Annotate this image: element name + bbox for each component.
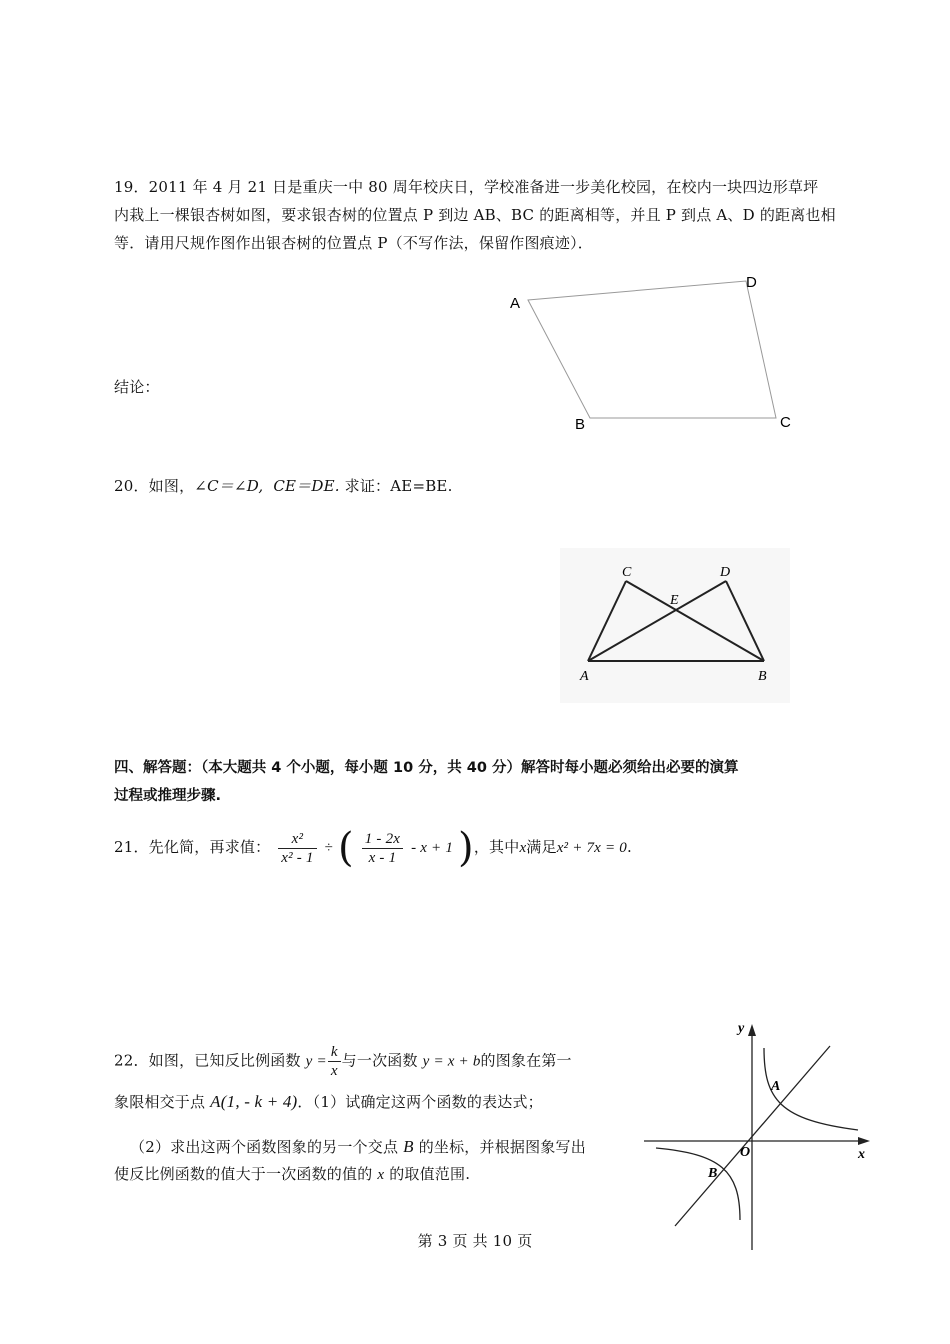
q20-triangles-figure xyxy=(560,548,790,703)
q19-quadrilateral-figure xyxy=(500,265,810,440)
label-point-a: A xyxy=(771,1079,781,1094)
q22-inverse-numerator: k xyxy=(328,1043,341,1062)
q20-text xyxy=(114,472,453,500)
section4-line1: 四、解答题：（本大题共 4 个小题，每小题 10 分，共 40 分）解答时每小题必须给出必要的演算 xyxy=(114,760,739,776)
q21-fraction-1 xyxy=(278,830,316,867)
label-c: C xyxy=(622,565,632,580)
q20-condition1: ∠C＝∠D, xyxy=(194,477,264,495)
q21-frac1-numerator: x² xyxy=(278,830,316,849)
q21-end: . xyxy=(626,838,632,856)
q22-part2-tail: 的坐标，并根据图象写出 xyxy=(418,1138,586,1156)
q21-frac2-numerator: 1 - 2x xyxy=(362,830,403,849)
label-b: B xyxy=(758,669,767,684)
q21-prefix: 21．先化简，再求值： xyxy=(114,838,271,856)
label-a: A xyxy=(580,669,589,684)
q21-text xyxy=(114,825,632,871)
q22-line4-tail: 的取值范围. xyxy=(389,1165,471,1183)
section4-heading xyxy=(114,754,854,810)
hyperbola-branch-third-quadrant xyxy=(656,1148,740,1220)
x-axis-arrow-icon xyxy=(858,1137,870,1145)
q21-divide-sign: ÷ xyxy=(324,840,334,856)
q22-line1-tail: 的图象在第一 xyxy=(480,1051,572,1070)
q22-line2-prefix: 象限相交于点 xyxy=(114,1093,206,1111)
label-c: C xyxy=(780,414,791,431)
q22-line4-var-x: x xyxy=(377,1167,385,1183)
q21-var-x: x xyxy=(519,840,527,856)
q22-line2 xyxy=(114,1088,543,1116)
q21-equation: x² + 7x = 0 xyxy=(556,840,627,856)
q22-prefix: 22．如图，已知反比例函数 xyxy=(114,1051,301,1070)
q22-part2-prefix: （2）求出这两个函数图象的另一个交点 xyxy=(130,1138,399,1156)
y-axis-arrow-icon xyxy=(748,1024,756,1036)
q22-line1 xyxy=(114,1043,634,1080)
q20-condition2: CE＝DE. xyxy=(273,477,340,495)
page-footer: 第 3 页 共 10 页 xyxy=(417,1232,533,1250)
q21-condition: 满足 xyxy=(526,838,557,856)
label-x: x xyxy=(858,1147,865,1162)
q22-mid: 与一次函数 xyxy=(341,1051,418,1070)
q20-task: 求证：AE=BE. xyxy=(339,477,453,495)
q19-line2: 内栽上一棵银杏树如图，要求银杏树的位置点 P 到边 AB、BC 的距离相等，并且 P 到点 A、D 的距离也相 xyxy=(114,206,836,224)
label-origin: O xyxy=(740,1145,751,1160)
label-y: y xyxy=(738,1021,745,1036)
label-a: A xyxy=(510,295,521,312)
q19-line3: 等．请用尺规作图作出银杏树的位置点 P（不写作法，保留作图痕迹）． xyxy=(114,234,593,252)
q21-fraction-2 xyxy=(362,830,403,867)
q21-frac2-denominator: x - 1 xyxy=(368,849,397,866)
q22-part1: ．（1）试确定这两个函数的表达式； xyxy=(297,1093,543,1111)
q20-prefix: 20．如图， xyxy=(114,477,195,495)
q22-line4 xyxy=(114,1160,470,1189)
label-d: D xyxy=(746,274,757,291)
q22-inverse-fraction xyxy=(328,1043,341,1080)
quadrilateral-abcd xyxy=(528,281,776,418)
label-e: E xyxy=(670,593,679,608)
q22-inverse-denominator: x xyxy=(330,1063,338,1079)
q19-conclusion: 结论： xyxy=(114,378,160,396)
q22-function-graph xyxy=(640,1020,880,1255)
q21-tail: - x + 1 xyxy=(411,840,454,856)
label-b: B xyxy=(575,416,586,433)
q21-suffix: ，其中 xyxy=(473,838,520,856)
label-point-b: B xyxy=(708,1166,718,1181)
q22-point-a: A(1, - k + 4) xyxy=(210,1092,298,1111)
q19-text xyxy=(114,173,854,257)
q22-line3 xyxy=(130,1133,586,1161)
q22-point-b: B xyxy=(403,1137,414,1156)
label-d: D xyxy=(720,565,731,580)
q21-right-paren: ) xyxy=(458,825,474,871)
q22-line4-text: 使反比例函数的值大于一次函数的值的 xyxy=(114,1165,373,1183)
figure-background xyxy=(560,548,790,703)
q21-frac1-denominator: x² - 1 xyxy=(281,849,314,866)
q22-inverse-lhs: y = xyxy=(305,1053,327,1070)
q22-linear-function: y = x + b xyxy=(422,1053,481,1070)
q21-left-paren: ( xyxy=(338,825,354,871)
section4-line2: 过程或推理步骤. xyxy=(114,788,222,804)
q19-line1: 19．2011 年 4 月 21 日是重庆一中 80 周年校庆日，学校准备进一步美化校园，在校内一块四边形草坪 xyxy=(114,178,819,196)
